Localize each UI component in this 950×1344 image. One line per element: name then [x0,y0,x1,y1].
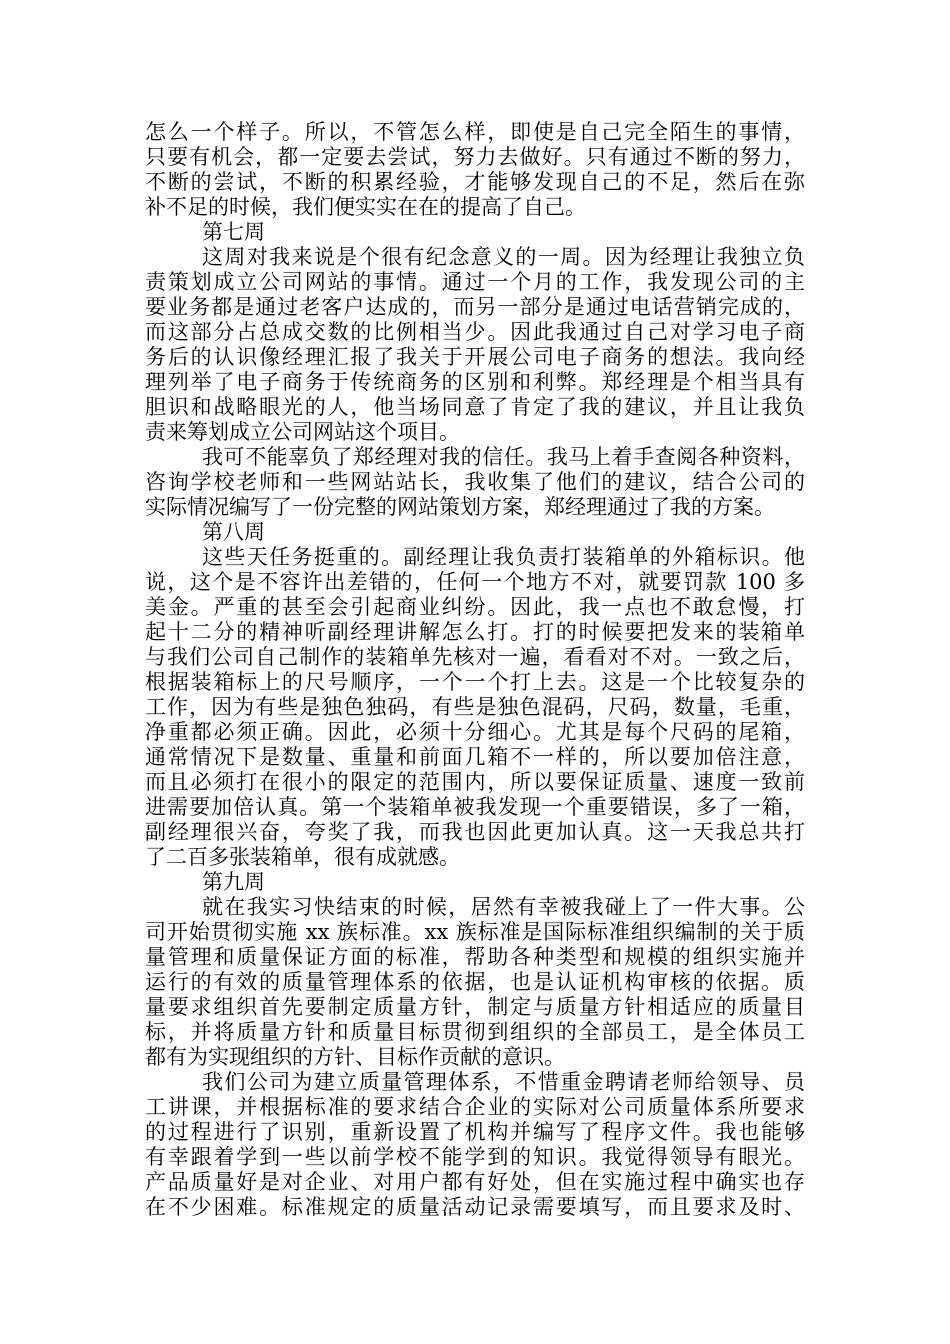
text-line: 的过程进行了识别，重新设置了机构并编写了程序文件。我也能够 [145,1120,805,1144]
text-line: 而这部分占总成交数的比例相当少。因此我通过自己对学习电子商 [145,320,805,344]
text-line: 责来筹划成立公司网站这个项目。 [145,420,460,444]
document-page [145,120,805,1220]
text-line: 只要有机会，都一定要去尝试，努力去做好。只有通过不断的努力， [145,145,805,169]
text-line: 就在我实习快结束的时候，居然有幸被我碰上了一件大事。公 [202,895,805,919]
text-line: 这周对我来说是个很有纪念意义的一周。因为经理让我独立负 [202,245,805,269]
text-line: 运行的有效的质量管理体系的依据，也是认证机构审核的依据。质 [145,970,805,994]
text-line: 都有为实现组织的方针、目标作贡献的意识。 [145,1045,565,1069]
text-line: 工作，因为有些是独色独码，有些是独色混码，尺码，数量，毛重， [145,695,805,719]
text-line: 工讲课，并根据标准的要求结合企业的实际对公司质量体系所要求 [145,1095,805,1119]
text-line: 有幸跟着学到一些以前学校不能学到的知识。我觉得领导有眼光。 [145,1145,805,1169]
text-line: 根据装箱标上的尺号顺序，一个一个打上去。这是一个比较复杂的 [145,670,805,694]
text-line: 补不足的时候，我们便实实在在的提高了自己。 [145,195,586,219]
text-line: 不断的尝试，不断的积累经验，才能够发现自己的不足，然后在弥 [145,170,805,194]
text-line: 务后的认识像经理汇报了我关于开展公司电子商务的想法。我向经 [145,345,805,369]
text-line: 而且必须打在很小的限定的范围内，所以要保证质量、速度一致前 [145,770,805,794]
text-line: 胆识和战略眼光的人，他当场同意了肯定了我的建议，并且让我负 [145,395,805,419]
text-line: 要业务都是通过老客户达成的，而另一部分是通过电话营销完成的， [145,295,805,319]
text-line: 标，并将质量方针和质量目标贯彻到组织的全部员工，是全体员工 [145,1020,805,1044]
text-line: 副经理很兴奋，夸奖了我，而我也因此更加认真。这一天我总共打 [145,820,805,844]
text-line: 第七周 [202,220,265,244]
text-line: 理列举了电子商务于传统商务的区别和利弊。郑经理是个相当具有 [145,370,805,394]
text-line: 我们公司为建立质量管理体系，不惜重金聘请老师给领导、员 [202,1070,805,1094]
text-line: 司开始贯彻实施 xx 族标准。xx 族标准是国际标准组织编制的关于质 [145,920,805,944]
text-line: 了二百多张装箱单，很有成就感。 [145,845,460,869]
text-line: 这些天任务挺重的。副经理让我负责打装箱单的外箱标识。他 [202,545,805,569]
text-line: 咨询学校老师和一些网站站长，我收集了他们的建议，结合公司的 [145,470,805,494]
text-line: 我可不能辜负了郑经理对我的信任。我马上着手查阅各种资料， [202,445,805,469]
text-line: 实际情况编写了一份完整的网站策划方案，郑经理通过了我的方案。 [145,495,775,519]
text-line: 量管理和质量保证方面的标准，帮助各种类型和规模的组织实施并 [145,945,805,969]
text-line: 净重都必须正确。因此，必须十分细心。尤其是每个尺码的尾箱， [145,720,805,744]
text-line: 美金。严重的甚至会引起商业纠纷。因此，我一点也不敢怠慢，打 [145,595,805,619]
text-line: 说，这个是不容许出差错的，任何一个地方不对，就要罚款 100 多 [145,570,805,594]
text-line: 第九周 [202,870,265,894]
text-line: 怎么一个样子。所以，不管怎么样，即使是自己完全陌生的事情， [145,120,805,144]
text-line: 第八周 [202,520,265,544]
text-line: 量要求组织首先要制定质量方针，制定与质量方针相适应的质量目 [145,995,805,1019]
text-line: 责策划成立公司网站的事情。通过一个月的工作，我发现公司的主 [145,270,805,294]
text-line: 与我们公司自己制作的装箱单先核对一遍，看看对不对。一致之后， [145,645,805,669]
text-line: 起十二分的精神听副经理讲解怎么打。打的时候要把发来的装箱单 [145,620,805,644]
text-line: 通常情况下是数量、重量和前面几箱不一样的，所以要加倍注意， [145,745,805,769]
text-line: 进需要加倍认真。第一个装箱单被我发现一个重要错误，多了一箱， [145,795,805,819]
text-line: 在不少困难。标准规定的质量活动记录需要填写，而且要求及时、 [145,1195,805,1219]
text-line: 产品质量好是对企业、对用户都有好处，但在实施过程中确实也存 [145,1170,805,1194]
